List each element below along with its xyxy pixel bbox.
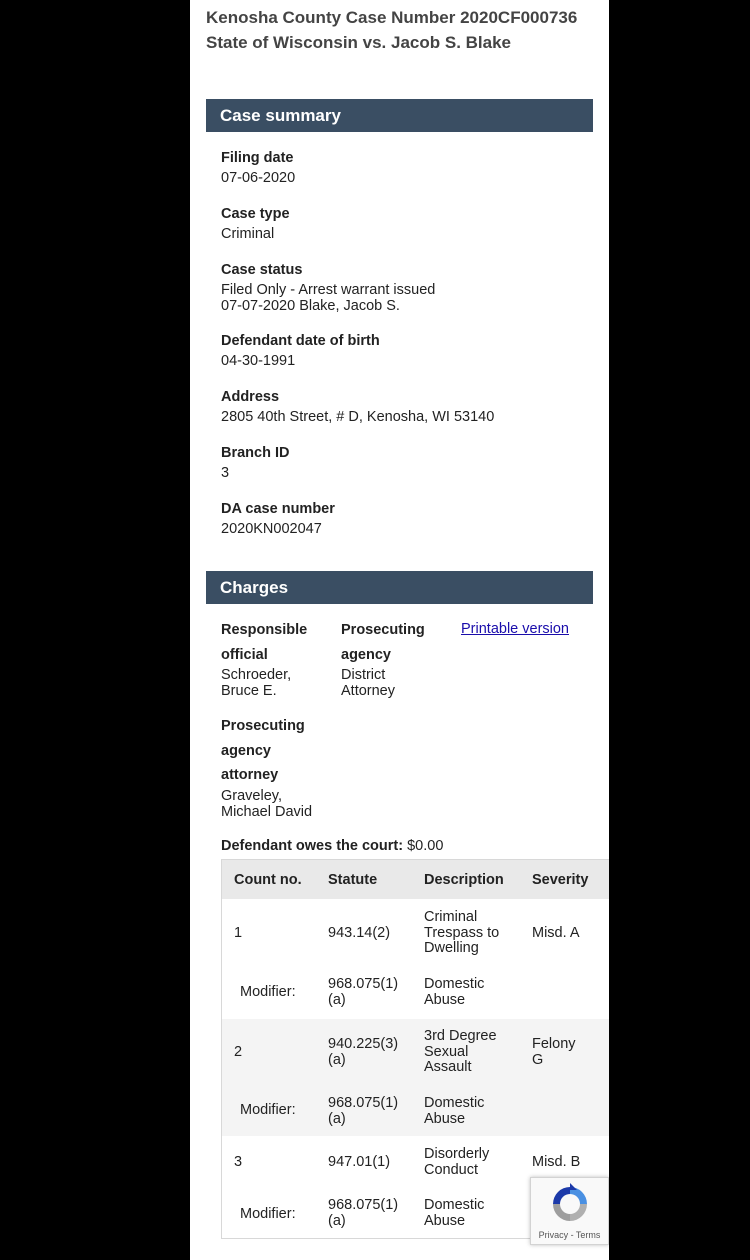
- recaptcha-icon: [549, 1183, 591, 1225]
- modifier-label: Modifier:: [240, 1102, 296, 1118]
- case-status-value: Filed Only - Arrest warrant issued 07-07-2020 Blake, Jacob S.: [221, 282, 436, 314]
- attorney-value: Graveley, Michael David: [221, 787, 313, 820]
- prosecuting-agency-value: District Attorney: [341, 667, 395, 699]
- modifier-statute-cell: 968.075(1) (a): [328, 976, 399, 1008]
- case-type-field: [221, 206, 290, 242]
- description-cell: Criminal Trespass to Dwelling: [424, 909, 500, 956]
- case-status-field: [221, 262, 435, 314]
- filing-date-label: Filing date: [221, 150, 294, 166]
- dob-field: [221, 333, 380, 369]
- case-page: [190, 0, 609, 1260]
- dob-value: 04-30-1991: [221, 353, 296, 369]
- severity-cell: Misd. A: [532, 925, 580, 941]
- owes-label: Defendant owes the court:: [221, 838, 404, 854]
- branch-field: [221, 445, 290, 481]
- statute-cell: 940.225(3) (a): [328, 1036, 399, 1068]
- da-case-value: 2020KN002047: [221, 521, 322, 537]
- table-row: [222, 899, 609, 1019]
- modifier-label: Modifier:: [240, 984, 296, 1000]
- col-severity: Severity: [532, 872, 589, 888]
- attorney-field: [221, 714, 321, 820]
- da-case-label: DA case number: [221, 501, 335, 517]
- count-cell: 2: [234, 1044, 243, 1060]
- branch-value: 3: [221, 465, 230, 481]
- col-description: Description: [424, 872, 504, 888]
- statute-cell: 943.14(2): [328, 925, 391, 941]
- modifier-description-cell: Domestic Abuse: [424, 976, 485, 1008]
- statute-cell: 947.01(1): [328, 1154, 391, 1170]
- prosecuting-agency-label: Prosecuting agency: [341, 622, 425, 663]
- address-field: [221, 389, 494, 425]
- case-type-value: Criminal: [221, 226, 275, 242]
- prosecuting-agency-field: [341, 618, 441, 699]
- recaptcha-badge[interactable]: [530, 1177, 609, 1245]
- case-type-label: Case type: [221, 206, 290, 222]
- table-row: [222, 1019, 609, 1136]
- defendant-owes: [221, 838, 443, 854]
- responsible-official-field: [221, 618, 331, 699]
- case-summary-header: Case summary: [206, 99, 593, 132]
- modifier-statute-cell: 968.075(1) (a): [328, 1095, 399, 1127]
- responsible-official-label: Responsible official: [221, 622, 308, 663]
- col-count-no: Count no.: [234, 872, 302, 888]
- modifier-description-cell: Domestic Abuse: [424, 1095, 485, 1127]
- filing-date-field: [221, 150, 295, 186]
- count-cell: 3: [234, 1154, 243, 1170]
- count-cell: 1: [234, 925, 243, 941]
- attorney-label: Prosecuting agency attorney: [221, 718, 305, 783]
- address-value: 2805 40th Street, # D, Kenosha, WI 53140: [221, 409, 495, 425]
- page-title: Kenosha County Case Number 2020CF000736 State of Wisconsin vs. Jacob S. Blake: [206, 8, 578, 52]
- modifier-label: Modifier:: [240, 1206, 296, 1222]
- printable-version-link[interactable]: Printable version: [461, 621, 569, 637]
- filing-date-value: 07-06-2020: [221, 170, 296, 186]
- charges-header: Charges: [206, 571, 593, 604]
- recaptcha-links[interactable]: Privacy - Terms: [538, 1230, 601, 1240]
- severity-cell: Felony G: [532, 1036, 576, 1068]
- description-cell: 3rd Degree Sexual Assault: [424, 1028, 497, 1075]
- address-label: Address: [221, 389, 280, 405]
- severity-cell: Misd. B: [532, 1154, 581, 1170]
- owes-value: $0.00: [407, 838, 444, 854]
- table-header: [222, 860, 609, 899]
- col-statute: Statute: [328, 872, 378, 888]
- case-status-label: Case status: [221, 262, 303, 278]
- da-case-field: [221, 501, 335, 537]
- branch-label: Branch ID: [221, 445, 290, 461]
- dob-label: Defendant date of birth: [221, 333, 380, 349]
- responsible-official-value: Schroeder, Bruce E.: [221, 667, 292, 699]
- description-cell: Disorderly Conduct: [424, 1146, 490, 1178]
- modifier-description-cell: Domestic Abuse: [424, 1197, 485, 1229]
- modifier-statute-cell: 968.075(1) (a): [328, 1197, 399, 1229]
